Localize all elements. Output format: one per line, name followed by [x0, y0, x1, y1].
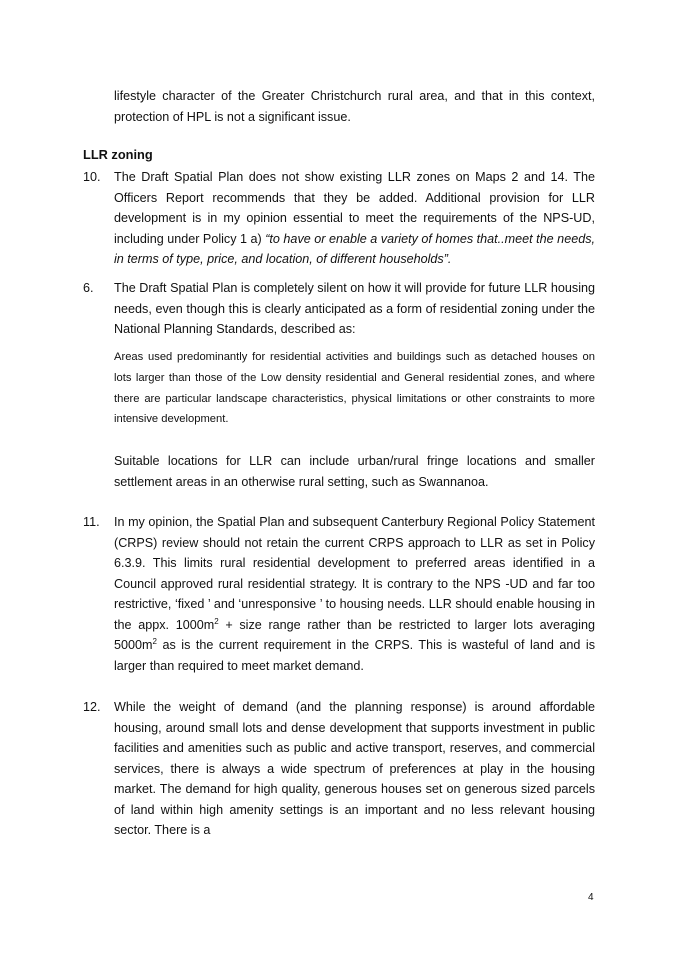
section-heading: LLR zoning [83, 147, 153, 162]
item-11-superscript-a: 2 [214, 616, 219, 626]
item-11-text-c: as is the current requirement in the CRPS. This is wasteful of land and is larger than required to meet market demand. [114, 638, 595, 673]
item-6-blockquote: Areas used predominantly for residential activities and buildings such as detached houses on lots larger than those of the Low density residential and General residential zones, and where there are particular landscape characteristics, physical limitations or other constraints to more intensive development. [114, 351, 595, 426]
item-10-italic-quote: “to have or enable a variety of homes that..meet the needs, in terms of type, price, and location, of different households”. [114, 231, 595, 266]
item-11-paragraph [114, 512, 595, 676]
item-number-10: 10. [83, 170, 101, 184]
page-number: 4 [588, 892, 594, 903]
item-12-paragraph: While the weight of demand (and the planning response) is around affordable housing, around small lots and dense development that supports investment in public facilities and amenities such as public and active transport, reserves, and commercial services, there is always a wide spectrum of preferences at play in the housing market. The demand for high quality, generous houses set on generous sized parcels of land within high amenity settings is an important and no less relevant housing sector. There is a [114, 700, 595, 837]
item-6-paragraph: The Draft Spatial Plan is completely silent on how it will provide for future LLR housing needs, even though this is clearly anticipated as a form of residential zoning under the National Planning Standards, described as: [114, 281, 595, 336]
item-number-6: 6. [83, 281, 94, 295]
item-11-superscript-b: 2 [152, 637, 157, 646]
item-10-text: The Draft Spatial Plan does not show existing LLR zones on Maps 2 and 14. The Officers Report recommends that they be added. Additional provision for LLR development is in my opinion essential to meet the requirements of the NPS-UD, including under Policy 1 a) [114, 170, 595, 246]
item-11-text-a: In my opinion, the Spatial Plan and subsequent Canterbury Regional Policy Statement (CRPS) review should not retain the current CRPS approach to LLR as set in Policy 6.3.9. This limits rural residential development to preferred areas identified in a Council approved rural residential strategy. It is contrary to the NPS -UD and far too restrictive, ‘fixed ’ and ‘unresponsive ’ to housing needs. LLR should enable housing in the appx. 1000m [114, 515, 595, 632]
item-number-11: 11. [83, 515, 100, 529]
intro-paragraph: lifestyle character of the Greater Christchurch rural area, and that in this context, protection of HPL is not a significant issue. [114, 89, 595, 124]
item-10-paragraph [114, 167, 595, 270]
item-number-12: 12. [83, 700, 101, 714]
item-11-text-b: + size range rather than be restricted to larger lots averaging 5000m [114, 617, 595, 652]
item-6-followup: Suitable locations for LLR can include urban/rural fringe locations and smaller settlement areas in an otherwise rural setting, such as Swannanoa. [114, 454, 595, 489]
